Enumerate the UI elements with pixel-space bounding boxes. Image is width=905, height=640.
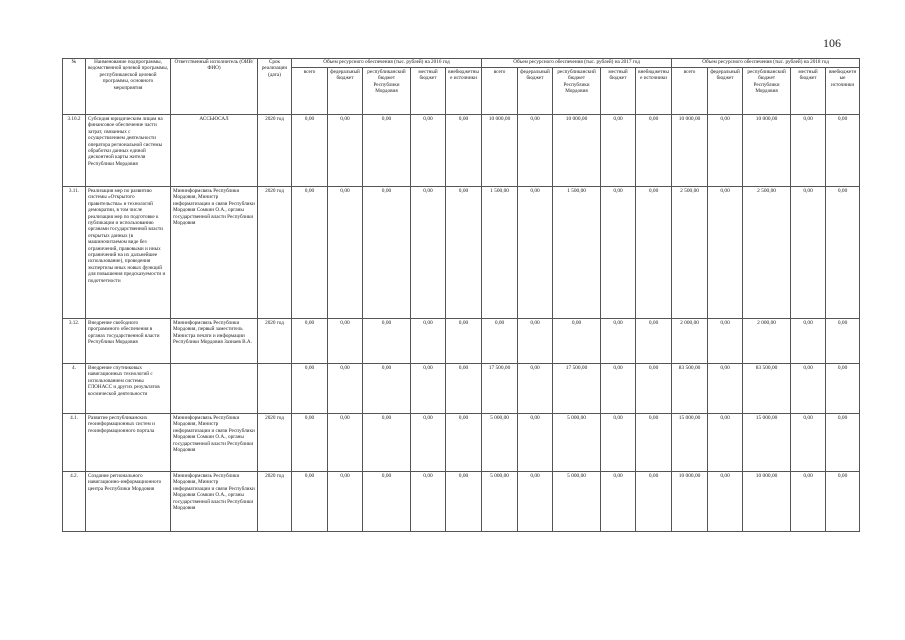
header-sub-republic: республиканский бюджет Республики Мордовия	[363, 68, 411, 115]
row-name: Реализация мер по развитию системы «Открытого правительства» и технологий демократии, в том числе реализация мер по подготовке к публикации и использованию органами государственной власти открытых данных (в машиночитаемом виде без ограничений, правовыми и иных ограничений на их дальнейшее использование), проведения экспертизы иных новых функций для повышения предсказуемости и подотчетности	[86, 187, 171, 319]
budget-table	[62, 58, 860, 532]
header-sub-total: всего	[292, 68, 328, 115]
cell-2016-offbudget: 0,00	[446, 319, 482, 364]
cell-2017-republic: 5 000,00	[553, 472, 601, 532]
cell-2018-total: 83 500,00	[672, 364, 708, 414]
cell-2016-offbudget: 0,00	[446, 472, 482, 532]
cell-2018-federal: 0,00	[708, 319, 743, 364]
row-num: 3.12.	[63, 319, 86, 364]
cell-2018-offbudget: 0,00	[826, 364, 860, 414]
cell-2016-total: 0,00	[292, 319, 328, 364]
cell-2018-offbudget: 0,00	[826, 187, 860, 319]
cell-2017-offbudget: 0,00	[636, 319, 672, 364]
table-row	[63, 115, 860, 187]
row-name: Создание регионального навигационно-информационного центра Республики Мордовия	[86, 472, 171, 532]
cell-2016-total: 0,00	[292, 187, 328, 319]
cell-2018-local: 0,00	[791, 115, 826, 187]
table-header	[63, 59, 860, 115]
header-sub-offbudget: внебюджетные источники	[826, 68, 860, 115]
row-term: 2020 год	[258, 115, 292, 187]
cell-2016-federal: 0,00	[328, 364, 363, 414]
cell-2018-total: 2 000,00	[672, 319, 708, 364]
cell-2016-total: 0,00	[292, 115, 328, 187]
cell-2018-federal: 0,00	[708, 472, 743, 532]
cell-2016-offbudget: 0,00	[446, 115, 482, 187]
cell-2017-republic: 5 000,00	[553, 414, 601, 472]
cell-2016-republic: 0,00	[363, 364, 411, 414]
row-num: 4.2.	[63, 472, 86, 532]
cell-2017-offbudget: 0,00	[636, 472, 672, 532]
header-sub-local: местный бюджет	[601, 68, 636, 115]
header-sub-republic: республиканский бюджет Республики Мордовия	[743, 68, 791, 115]
cell-2016-federal: 0,00	[328, 187, 363, 319]
cell-2016-republic: 0,00	[363, 115, 411, 187]
table-row	[63, 319, 860, 364]
cell-2017-total: 1 500,00	[482, 187, 518, 319]
header-sub-local: местный бюджет	[411, 68, 446, 115]
table-row	[63, 187, 860, 319]
cell-2017-total: 10 000,00	[482, 115, 518, 187]
header-executor: Ответственный исполнитель (ОИВ/ФИО)	[171, 59, 258, 115]
cell-2016-federal: 0,00	[328, 472, 363, 532]
header-sub-federal: федеральный бюджет	[328, 68, 363, 115]
cell-2018-republic: 10 000,00	[743, 115, 791, 187]
cell-2016-local: 0,00	[411, 364, 446, 414]
header-sub-federal: федеральный бюджет	[518, 68, 553, 115]
row-executor: Мининформсвязь Республики Мордовия, Министр информатизации и связи Республики Мордовия Сомкин О.А., органы государственной власти Республики Мордовия	[171, 472, 258, 532]
cell-2018-offbudget: 0,00	[826, 472, 860, 532]
row-name: Развитие республиканских геоинформационных систем и геоинформационного портала	[86, 414, 171, 472]
cell-2017-total: 17 500,00	[482, 364, 518, 414]
cell-2018-offbudget: 0,00	[826, 319, 860, 364]
cell-2017-local: 0,00	[601, 414, 636, 472]
cell-2016-local: 0,00	[411, 472, 446, 532]
cell-2017-local: 0,00	[601, 187, 636, 319]
cell-2017-offbudget: 0,00	[636, 364, 672, 414]
cell-2016-local: 0,00	[411, 319, 446, 364]
header-term: Срок реализации (дата)	[258, 59, 292, 115]
row-num: 3.11.	[63, 187, 86, 319]
row-name: Субсидия юридическим лицам на финансовое обеспечение части затрат, связанных с осуществлением деятельности оператора региональной системы обработки данных единой дисконтной карты жителя Республики Мордовия	[86, 115, 171, 187]
cell-2018-local: 0,00	[791, 472, 826, 532]
cell-2018-offbudget: 0,00	[826, 115, 860, 187]
cell-2017-federal: 0,00	[518, 187, 553, 319]
cell-2018-republic: 2 000,00	[743, 319, 791, 364]
cell-2018-republic: 2 500,00	[743, 187, 791, 319]
cell-2018-total: 10 000,00	[672, 472, 708, 532]
cell-2017-federal: 0,00	[518, 414, 553, 472]
cell-2016-federal: 0,00	[328, 115, 363, 187]
header-group-2016: Объем ресурсного обеспечения (тыс. рублей) на 2016 год	[292, 59, 482, 68]
row-term: 2020 год	[258, 472, 292, 532]
header-name: Наименование подпрограммы, ведомственной целевой программы, республиканской целевой программы, основного мероприятия	[86, 59, 171, 115]
cell-2017-offbudget: 0,00	[636, 187, 672, 319]
cell-2016-federal: 0,00	[328, 414, 363, 472]
cell-2018-local: 0,00	[791, 414, 826, 472]
header-sub-total: всего	[672, 68, 708, 115]
row-term: 2020 год	[258, 187, 292, 319]
cell-2017-federal: 0,00	[518, 319, 553, 364]
cell-2016-local: 0,00	[411, 115, 446, 187]
cell-2016-local: 0,00	[411, 187, 446, 319]
table-body	[63, 115, 860, 532]
cell-2018-republic: 83 500,00	[743, 364, 791, 414]
row-num: 4.	[63, 364, 86, 414]
cell-2016-offbudget: 0,00	[446, 414, 482, 472]
cell-2016-republic: 0,00	[363, 319, 411, 364]
row-executor: АССЬЮСАЛ	[171, 115, 258, 187]
cell-2018-local: 0,00	[791, 187, 826, 319]
cell-2016-local: 0,00	[411, 414, 446, 472]
cell-2018-federal: 0,00	[708, 414, 743, 472]
cell-2016-republic: 0,00	[363, 414, 411, 472]
cell-2018-total: 15 000,00	[672, 414, 708, 472]
table-row	[63, 472, 860, 532]
cell-2016-offbudget: 0,00	[446, 187, 482, 319]
page-number: 106	[823, 36, 841, 50]
row-executor	[171, 364, 258, 414]
cell-2017-republic: 0,00	[553, 319, 601, 364]
cell-2016-total: 0,00	[292, 364, 328, 414]
row-name: Внедрение спутниковых навигационных технологий с использованием системы ГЛОНАСС и других результатов космической деятельности	[86, 364, 171, 414]
cell-2017-federal: 0,00	[518, 115, 553, 187]
cell-2017-offbudget: 0,00	[636, 414, 672, 472]
header-num: №	[63, 59, 86, 115]
header-group-2018: Объем ресурсного обеспечения (тыс. рублей) на 2018 год	[672, 59, 860, 68]
header-sub-republic: республиканский бюджет Республики Мордовия	[553, 68, 601, 115]
cell-2017-total: 0,00	[482, 319, 518, 364]
cell-2016-total: 0,00	[292, 414, 328, 472]
cell-2017-local: 0,00	[601, 472, 636, 532]
row-executor: Мининформсвязь Республики Мордовия, Министр информатизации и связи Республики Мордовия Сомкин О.А., органы государственной власти Республики Мордовия	[171, 187, 258, 319]
header-sub-offbudget: внебюджетные источники	[446, 68, 482, 115]
cell-2018-total: 10 000,00	[672, 115, 708, 187]
header-group-2017: Объем ресурсного обеспечения (тыс. рублей) на 2017 год	[482, 59, 672, 68]
header-sub-local: местный бюджет	[791, 68, 826, 115]
header-sub-offbudget: внебюджетные источники	[636, 68, 672, 115]
cell-2016-republic: 0,00	[363, 187, 411, 319]
row-name: Внедрение свободного программного обеспечения в органах государственной власти Республики Мордовия	[86, 319, 171, 364]
cell-2016-total: 0,00	[292, 472, 328, 532]
cell-2017-republic: 10 000,00	[553, 115, 601, 187]
cell-2017-total: 5 000,00	[482, 472, 518, 532]
cell-2018-federal: 0,00	[708, 115, 743, 187]
cell-2017-offbudget: 0,00	[636, 115, 672, 187]
cell-2016-offbudget: 0,00	[446, 364, 482, 414]
header-sub-federal: федеральный бюджет	[708, 68, 743, 115]
table-row	[63, 414, 860, 472]
cell-2018-republic: 10 000,00	[743, 472, 791, 532]
cell-2017-federal: 0,00	[518, 472, 553, 532]
row-term	[258, 364, 292, 414]
cell-2017-federal: 0,00	[518, 364, 553, 414]
cell-2018-republic: 15 000,00	[743, 414, 791, 472]
cell-2017-republic: 17 500,00	[553, 364, 601, 414]
cell-2016-federal: 0,00	[328, 319, 363, 364]
cell-2017-local: 0,00	[601, 319, 636, 364]
cell-2018-local: 0,00	[791, 319, 826, 364]
cell-2017-local: 0,00	[601, 115, 636, 187]
table-row	[63, 364, 860, 414]
row-term: 2020 год	[258, 414, 292, 472]
row-executor: Мининформсвязь Республики Мордовия, первый заместитель Министра печати и информации Республики Мордовия Зазнаев В.А.	[171, 319, 258, 364]
cell-2016-republic: 0,00	[363, 472, 411, 532]
cell-2017-local: 0,00	[601, 364, 636, 414]
header-sub-total: всего	[482, 68, 518, 115]
row-num: 4.1.	[63, 414, 86, 472]
row-term: 2020 год	[258, 319, 292, 364]
cell-2018-offbudget: 0,00	[826, 414, 860, 472]
cell-2017-total: 5 000,00	[482, 414, 518, 472]
cell-2018-total: 2 500,00	[672, 187, 708, 319]
row-executor: Мининформсвязь Республики Мордовия, Министр информатизации и связи Республики Мордовия Сомкин О.А., органы государственной власти Республики Мордовия	[171, 414, 258, 472]
cell-2017-republic: 1 500,00	[553, 187, 601, 319]
row-num: 3.10.2	[63, 115, 86, 187]
cell-2018-federal: 0,00	[708, 187, 743, 319]
cell-2018-local: 0,00	[791, 364, 826, 414]
cell-2018-federal: 0,00	[708, 364, 743, 414]
